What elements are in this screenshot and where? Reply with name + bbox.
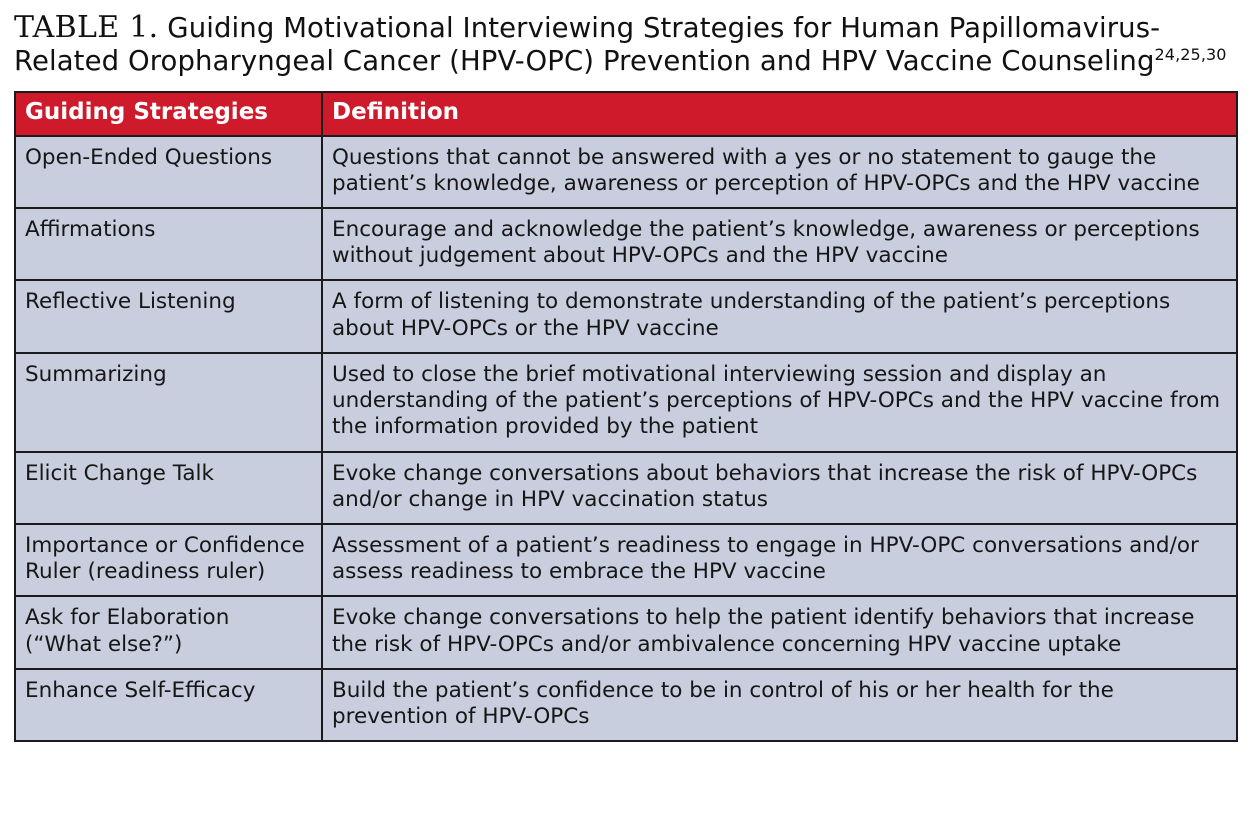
cell-definition: Questions that cannot be answered with a yes or no statement to gauge the patient’s knowledge, awareness or perception of HPV-OPCs and the HPV vaccine bbox=[322, 136, 1237, 208]
table-header bbox=[15, 92, 1237, 135]
table-row bbox=[15, 353, 1237, 452]
cell-definition: A form of listening to demonstrate understanding of the patient’s perceptions about HPV-OPCs or the HPV vaccine bbox=[322, 280, 1237, 352]
cell-strategy: Reflective Listening bbox=[15, 280, 322, 352]
table-caption-references: 24,25,30 bbox=[1154, 44, 1227, 64]
cell-strategy: Affirmations bbox=[15, 208, 322, 280]
cell-strategy: Enhance Self-Efficacy bbox=[15, 669, 322, 741]
cell-strategy: Open-Ended Questions bbox=[15, 136, 322, 208]
cell-definition: Build the patient’s confidence to be in control of his or her health for the prevention of HPV-OPCs bbox=[322, 669, 1237, 741]
table-caption bbox=[14, 10, 1236, 77]
cell-strategy: Ask for Elaboration (“What else?”) bbox=[15, 596, 322, 668]
table-row bbox=[15, 280, 1237, 352]
cell-definition: Evoke change conversations to help the patient identify behaviors that increase the risk of HPV-OPCs and/or ambivalence concerning HPV vaccine uptake bbox=[322, 596, 1237, 668]
table-row bbox=[15, 452, 1237, 524]
guiding-strategies-table bbox=[14, 91, 1238, 742]
cell-strategy: Summarizing bbox=[15, 353, 322, 452]
table-caption-label: TABLE 1. bbox=[14, 10, 159, 45]
cell-strategy: Elicit Change Talk bbox=[15, 452, 322, 524]
cell-strategy: Importance or Confidence Ruler (readiness ruler) bbox=[15, 524, 322, 596]
table-row bbox=[15, 669, 1237, 741]
table-row bbox=[15, 524, 1237, 596]
table-row bbox=[15, 208, 1237, 280]
column-header-guiding-strategies: Guiding Strategies bbox=[15, 92, 322, 135]
table-row bbox=[15, 596, 1237, 668]
table-row bbox=[15, 136, 1237, 208]
cell-definition: Used to close the brief motivational interviewing session and display an understanding of the patient’s perceptions of HPV-OPCs and the HPV vaccine from the information provided by the patient bbox=[322, 353, 1237, 452]
cell-definition: Assessment of a patient’s readiness to engage in HPV-OPC conversations and/or assess readiness to embrace the HPV vaccine bbox=[322, 524, 1237, 596]
table-caption-text: Guiding Motivational Interviewing Strategies for Human Papillomavirus-Related Oropharyngeal Cancer (HPV-OPC) Prevention and HPV Vaccine Counseling bbox=[14, 12, 1161, 78]
cell-definition: Evoke change conversations about behaviors that increase the risk of HPV-OPCs and/or change in HPV vaccination status bbox=[322, 452, 1237, 524]
table-body bbox=[15, 136, 1237, 742]
column-header-definition: Definition bbox=[322, 92, 1237, 135]
cell-definition: Encourage and acknowledge the patient’s knowledge, awareness or perceptions without judgement about HPV-OPCs and the HPV vaccine bbox=[322, 208, 1237, 280]
table-header-row bbox=[15, 92, 1237, 135]
